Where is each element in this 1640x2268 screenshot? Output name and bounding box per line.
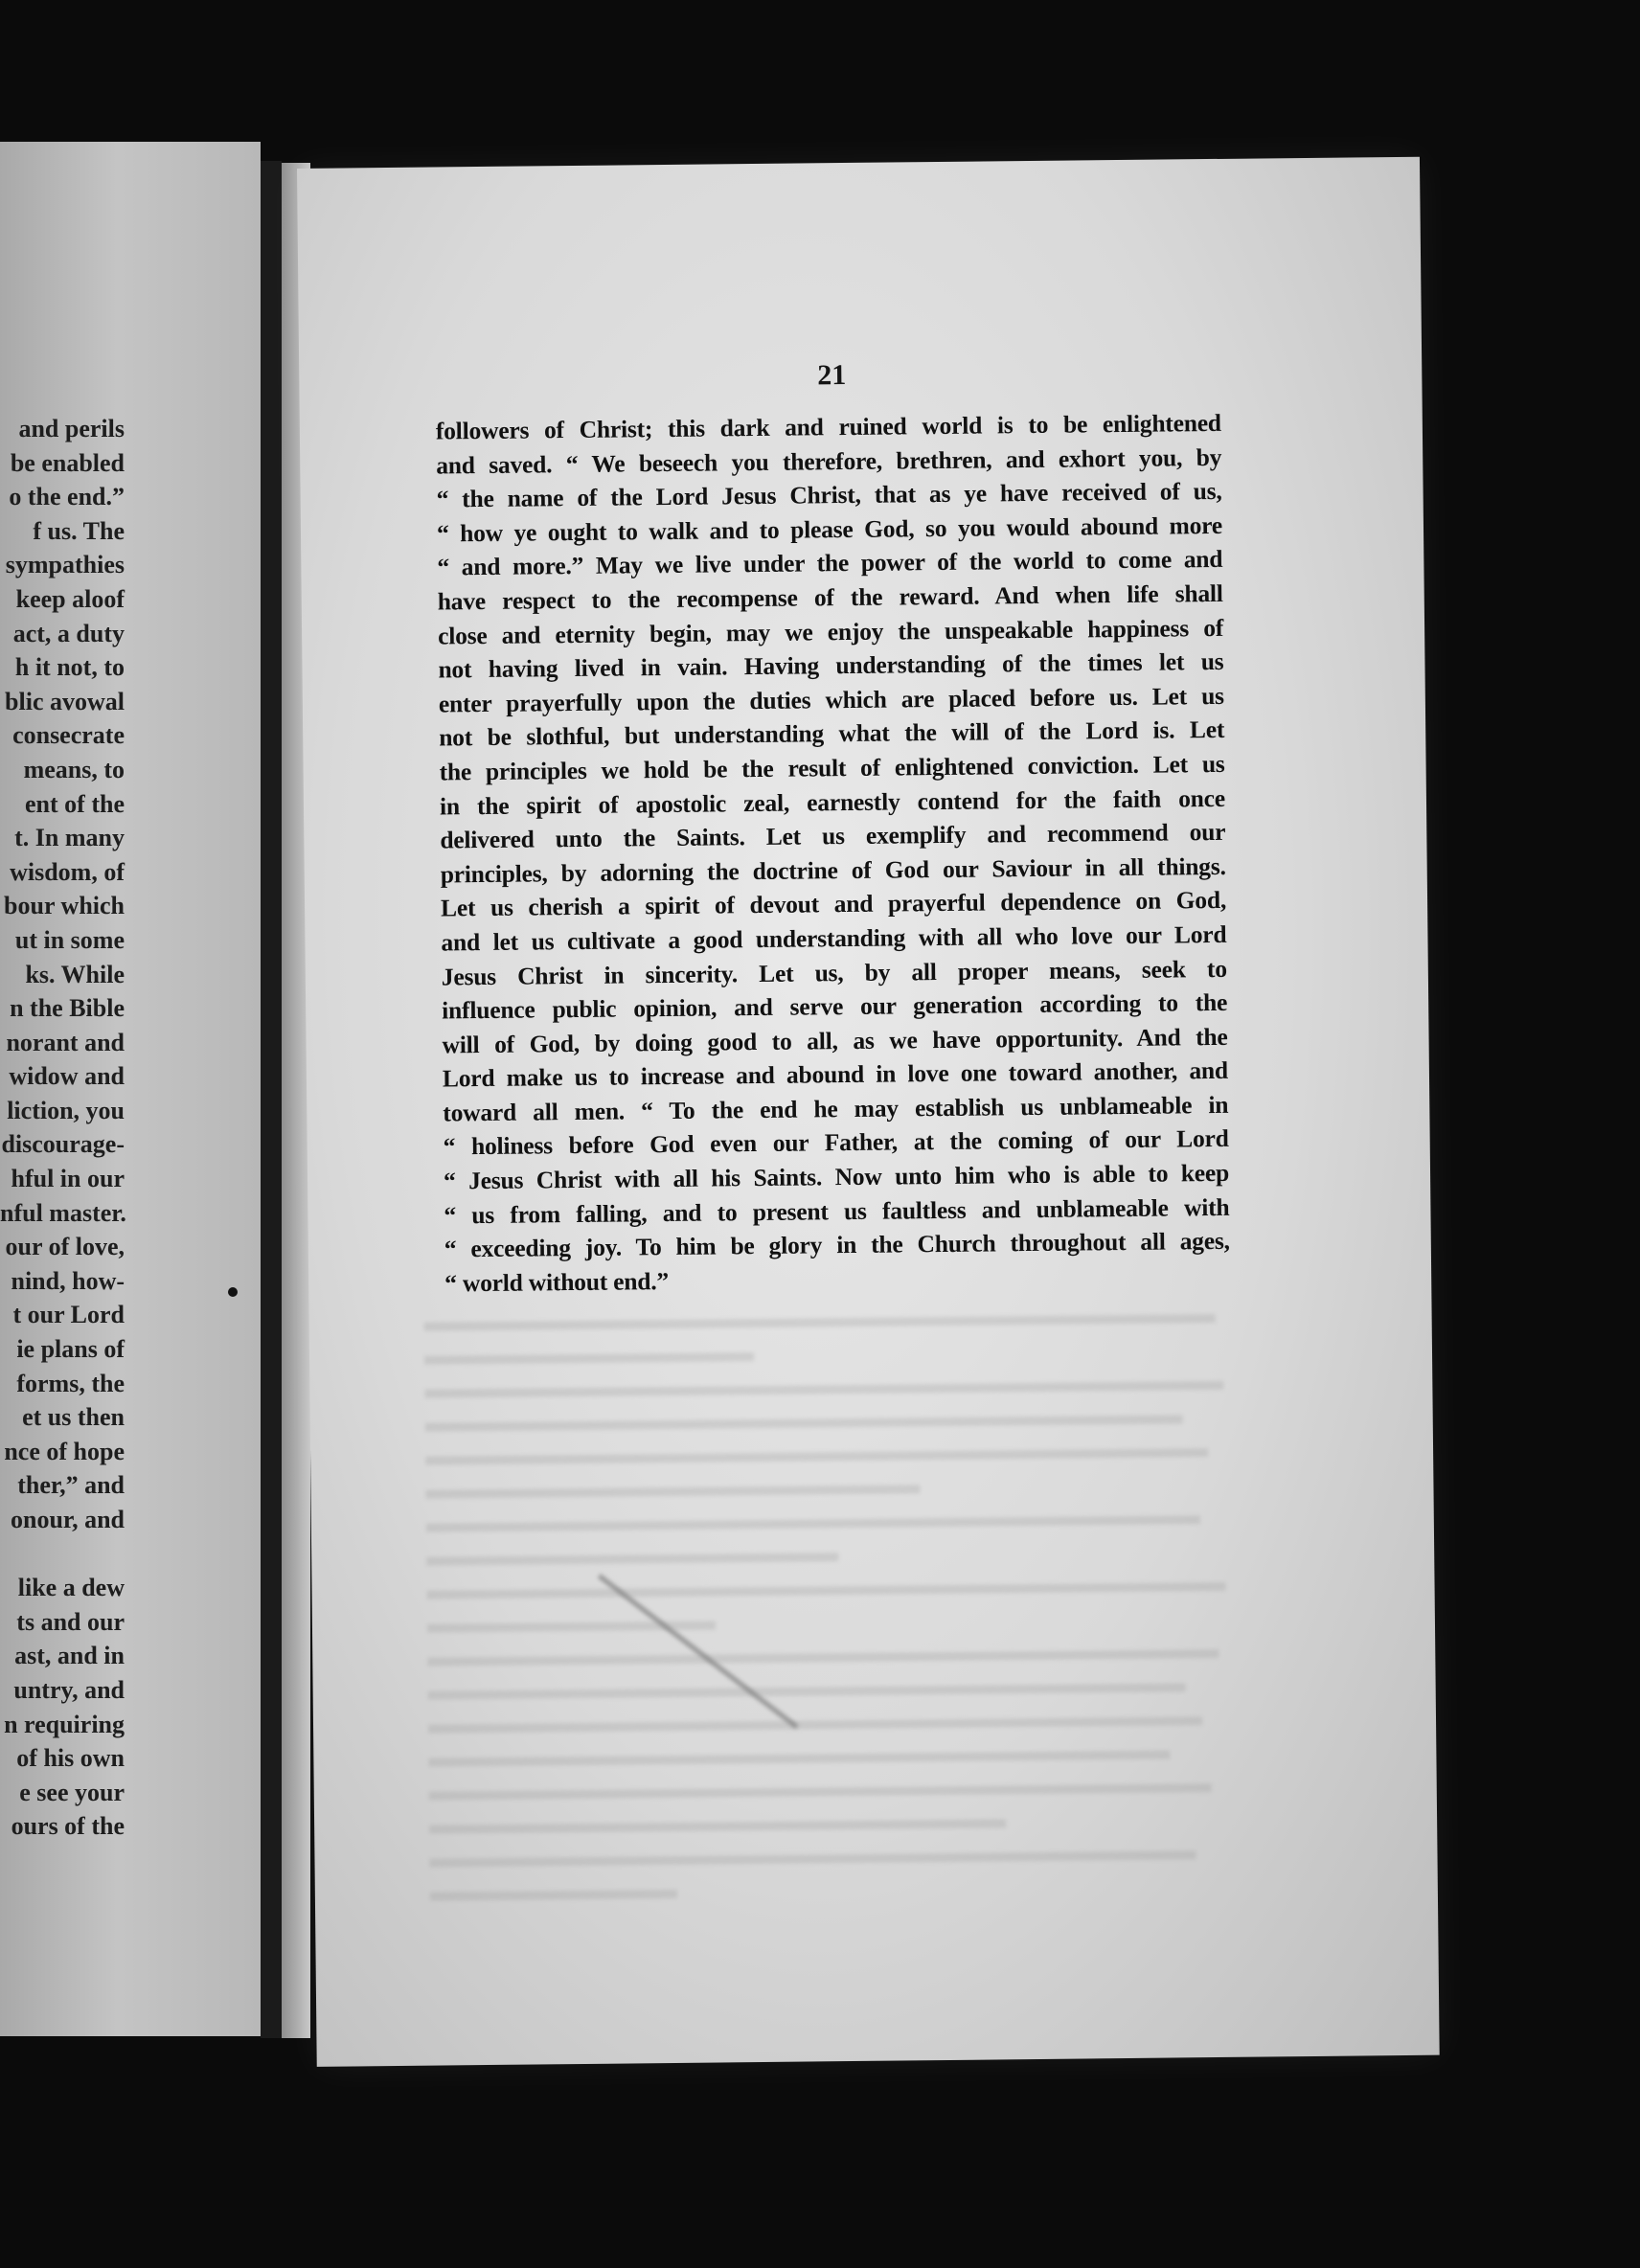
text-line: sympathies: [5, 551, 125, 579]
text-line: o the end.”: [9, 483, 125, 511]
text-line: Let us cherish a spirit of devout and prayerful dependence on God,: [440, 886, 1227, 922]
bleed-through-text: [423, 1289, 1254, 1901]
text-line: nful master.: [0, 1198, 126, 1227]
text-line: will of God, by doing good to all, as we have opportunity. And the: [442, 1022, 1228, 1059]
text-line: ast, and in: [14, 1642, 125, 1670]
text-line: norant and: [6, 1028, 125, 1056]
text-line: ent of the: [25, 789, 125, 818]
text-line: “ world without end.”: [444, 1266, 670, 1298]
ink-speck: [228, 1287, 238, 1297]
text-line: toward all men. “ To the end he may establish us unblameable in: [443, 1090, 1229, 1127]
text-line: ours of the: [11, 1812, 125, 1841]
text-line: in the spirit of apostolic zeal, earnestly contend for the faith once: [439, 783, 1226, 821]
text-line: untry, and: [13, 1675, 125, 1704]
text-line: ts and our: [16, 1607, 125, 1636]
text-line: the principles we hold be the result of enlightened conviction. Let us: [439, 749, 1225, 786]
text-line: “ Jesus Christ with all his Saints. Now unto him who is able to keep: [443, 1158, 1230, 1195]
text-line: discourage-: [1, 1130, 125, 1159]
text-line: nce of hope: [4, 1437, 125, 1465]
text-line: not having lived in vain. Having understanding of the times let us: [438, 647, 1224, 684]
text-line: hful in our: [11, 1165, 125, 1193]
text-line: forms, the: [16, 1369, 125, 1397]
text-line: keep aloof: [15, 584, 125, 613]
text-line: ther,” and: [17, 1471, 125, 1500]
text-line: “ and more.” May we live under the power of the world to come and: [437, 545, 1223, 581]
text-line: liction, you: [7, 1096, 125, 1124]
book-gutter: [261, 161, 282, 2038]
text-line: “ exceeding joy. To him be glory in the Church throughout all ages,: [444, 1227, 1230, 1263]
body-text: [436, 406, 1231, 1301]
text-line: blic avowal: [5, 687, 125, 715]
text-line: delivered unto the Saints. Let us exemplify and recommend our: [440, 818, 1226, 854]
right-page: [297, 157, 1440, 2067]
text-line: not be slothful, but understanding what the will of the Lord is. Let: [439, 715, 1225, 752]
text-line: Lord make us to increase and abound in love one toward another, and: [442, 1056, 1229, 1093]
text-line: “ us from falling, and to present us faultless and unblameable with: [444, 1192, 1230, 1230]
text-line: n requiring: [4, 1710, 125, 1738]
text-line: bour which: [4, 892, 125, 920]
text-line: h it not, to: [14, 653, 125, 682]
text-line: ks. While: [25, 960, 125, 988]
text-line: and saved. “ We beseech you therefore, brethren, and exhort you, by: [436, 442, 1222, 480]
text-line: “ how ye ought to walk and to please God, so you would abound more: [436, 510, 1223, 548]
text-line: widow and: [9, 1062, 125, 1091]
left-page: [0, 142, 261, 2036]
text-line: et us then: [22, 1403, 125, 1432]
text-line: Jesus Christ in sincerity. Let us, by all proper means, seek to: [441, 954, 1227, 990]
text-line: ut in some: [14, 925, 125, 954]
text-line: of his own: [16, 1744, 125, 1773]
text-line: “ the name of the Lord Jesus Christ, that as ye have received of us,: [436, 477, 1222, 513]
text-line: followers of Christ; this dark and ruined world is to be enlightened: [435, 408, 1221, 445]
text-line: n the Bible: [10, 994, 125, 1023]
text-line: “ holiness before God even our Father, at the coming of our Lord: [443, 1124, 1229, 1161]
text-line: have respect to the recompense of the reward. And when life shall: [437, 578, 1223, 616]
text-line: close and eternity begin, may we enjoy the unspeakable happiness of: [437, 613, 1224, 650]
text-line: consecrate: [12, 721, 125, 750]
text-line: enter prayerfully upon the duties which are placed before us. Let us: [438, 681, 1224, 718]
text-line: influence public opinion, and serve our generation according to the: [442, 987, 1228, 1025]
text-line: ie plans of: [16, 1335, 125, 1364]
text-line: nind, how-: [11, 1266, 125, 1295]
text-line: t our Lord: [12, 1301, 125, 1329]
text-line: and perils: [18, 415, 125, 442]
text-line: wisdom, of: [10, 857, 125, 886]
left-page-text: [0, 412, 125, 1844]
page-number: 21: [817, 359, 847, 392]
text-line: like a dew: [17, 1574, 125, 1602]
text-line: f us. The: [33, 516, 125, 545]
text-line: t. In many: [14, 824, 125, 852]
text-line: our of love,: [5, 1233, 125, 1261]
text-line: act, a duty: [12, 619, 125, 647]
text-line: principles, by adorning the doctrine of God our Saviour in all things.: [440, 851, 1226, 889]
text-line: onour, and: [11, 1506, 125, 1533]
text-line: means, to: [23, 755, 125, 783]
text-line: be enabled: [10, 448, 125, 477]
text-line: e see your: [19, 1778, 125, 1806]
text-line: and let us cultivate a good understanding with all who love our Lord: [441, 919, 1227, 957]
